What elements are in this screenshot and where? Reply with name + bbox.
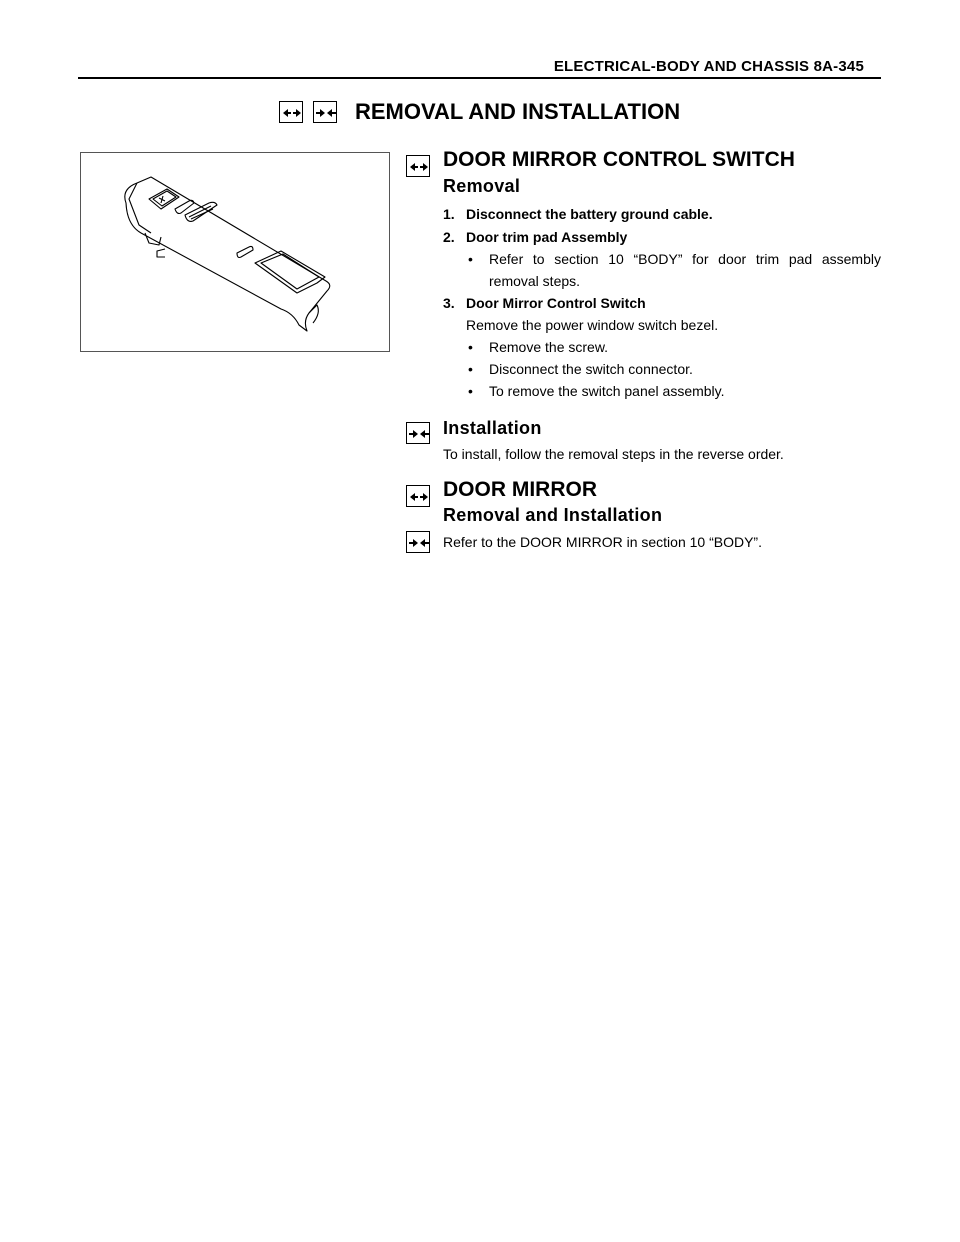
step-number: 3. xyxy=(443,295,455,311)
installation-arrows-icon xyxy=(406,531,430,553)
installation-text: To install, follow the removal steps in the reverse order. xyxy=(443,446,784,462)
installation-arrows-icon xyxy=(313,101,337,123)
step-number: 1. xyxy=(443,206,455,222)
subsection-title-removal: Removal xyxy=(443,176,521,196)
removal-arrows-icon xyxy=(406,485,430,507)
installation-arrows-icon xyxy=(406,422,430,444)
removal-arrows-icon xyxy=(406,155,430,177)
bullet-marker: • xyxy=(468,361,473,377)
step-number: 2. xyxy=(443,229,455,245)
page-header-title: ELECTRICAL-BODY AND CHASSIS 8A-345 xyxy=(553,58,864,75)
step-text: Door Mirror Control Switch xyxy=(466,295,646,311)
bullet-marker: • xyxy=(468,383,473,399)
switch-panel-drawing xyxy=(81,153,389,351)
section-title-door-mirror-control-switch: DOOR MIRROR CONTROL SWITCH xyxy=(443,148,795,171)
header-rule xyxy=(78,77,881,79)
subsection-title-removal-installation: Removal and Installation xyxy=(443,505,663,525)
subsection-title-installation: Installation xyxy=(443,418,542,438)
bullet-text-continued: removal steps. xyxy=(489,273,581,289)
switch-panel-illustration xyxy=(80,152,390,352)
bullet-text: To remove the switch panel assembly. xyxy=(489,383,725,399)
section-title-door-mirror: DOOR MIRROR xyxy=(443,478,597,501)
page-main-title: REMOVAL AND INSTALLATION xyxy=(355,99,681,124)
bullet-text: Refer to section 10 “BODY” for door trim pad assembly xyxy=(489,251,881,267)
bullet-marker: • xyxy=(468,251,473,267)
bullet-text: Disconnect the switch connector. xyxy=(489,361,693,377)
door-mirror-reference-text: Refer to the DOOR MIRROR in section 10 “BODY”. xyxy=(443,534,762,550)
bullet-text: Remove the screw. xyxy=(489,339,609,355)
bullet-marker: • xyxy=(468,339,473,355)
step-description: Remove the power window switch bezel. xyxy=(466,317,719,333)
step-text: Disconnect the battery ground cable. xyxy=(466,206,713,222)
step-text: Door trim pad Assembly xyxy=(466,229,628,245)
removal-arrows-icon xyxy=(279,101,303,123)
